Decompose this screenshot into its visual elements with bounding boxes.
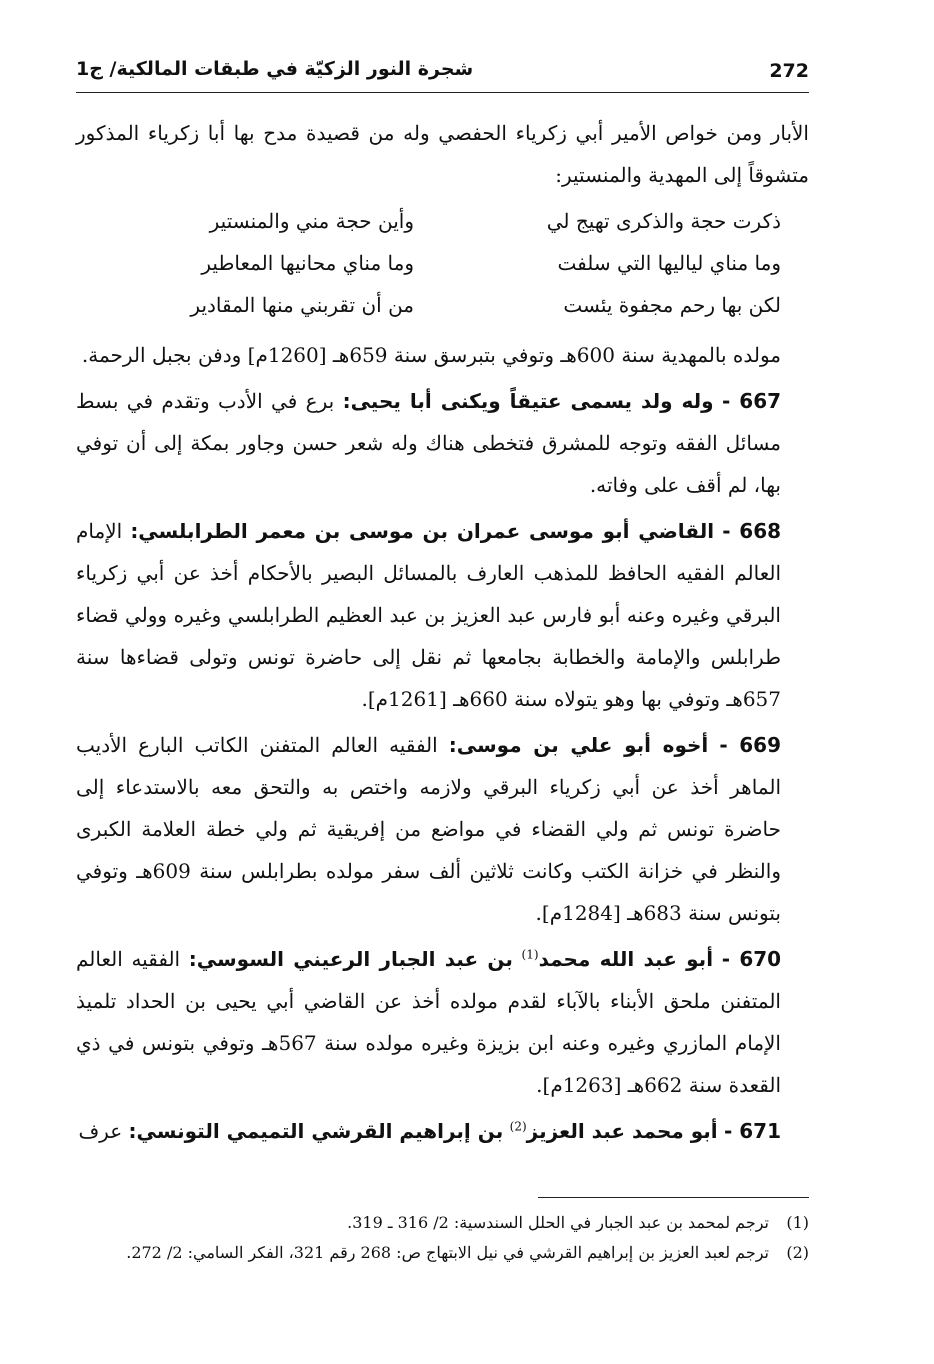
footnotes (76, 1208, 809, 1268)
footnote-reference[interactable]: (2) (509, 1119, 527, 1134)
entry-text: عرف (78, 1119, 123, 1143)
entry-text: الفقيه العالم المتفنن الكاتب البارع الأديب الماهر أخذ عن أبي زكرياء البرقي ولازمه واختص به والتحق معه بالاستدعاء إلى حاضرة تونس ثم ولي القضاء في مواضع من إفريقية ثم ولي خطة العلامة الكبرى والنظر في خزانة الكتب وكانت ثلاثين ألف سفر مولده بطرابلس سنة 609هـ وتوفي بتونس سنة 683هـ [1284م]. (76, 733, 781, 925)
entry-671 (76, 1110, 809, 1152)
page-number: 272 (769, 60, 809, 82)
entry-670 (76, 938, 809, 1106)
entry-heading: أخوه أبو علي بن موسى: (448, 733, 709, 757)
footnote-divider (538, 1197, 809, 1198)
running-title: شجرة النور الزكيّة في طبقات المالكية/ ج1 (76, 58, 474, 80)
entry-text: برع في الأدب وتقدم في بسط مسائل الفقه وتوجه للمشرق فتخطى هناك وله شعر حسن وجاور بمكة إلى أن توفي بها، لم أقف على وفاته. (76, 389, 781, 497)
main-text (76, 112, 809, 1156)
entry-667 (76, 380, 809, 506)
poem-hemistich-second: وأين حجة مني والمنستير (209, 209, 414, 233)
poem-hemistich-first: وما مناي لياليها التي سلفت (557, 251, 781, 275)
intro-after-paragraph: مولده بالمهدية سنة 600هـ وتوفي بتبرسق سنة 659هـ [1260م] ودفن بجبل الرحمة. (81, 343, 781, 367)
poem-hemistich-second: وما مناي محانيها المعاطير (201, 251, 414, 275)
entry-heading: أبو محمد عبد العزيز (526, 1119, 718, 1143)
footnote-mark: (2) (786, 1243, 809, 1262)
footnote (76, 1208, 809, 1238)
entry-heading-continued: بن إبراهيم القرشي التميمي التونسي: (128, 1119, 504, 1143)
entry-heading: أبو عبد الله محمد (538, 947, 714, 971)
entry-text: الإمام العالم الفقيه الحافظ للمذهب العارف بالمسائل البصير بالأحكام أخذ عن أبي زكرياء البرقي وغيره وعنه أبو فارس عبد العزيز بن عبد العظيم الطرابلسي وغيره وولي قضاء طرابلس والإمامة والخطابة بجامعها ثم نقل إلى حاضرة تونس وتولى قضاءها سنة 657هـ وتوفي بها وهو يتولاه سنة 660هـ [1261م]. (76, 519, 781, 711)
footnote-text: ترجم لعبد العزيز بن إبراهيم القرشي في نيل الابتهاج ص: 268 رقم 321، الفكر السامي: 2/ 272. (126, 1243, 769, 1262)
intro-paragraph: الأبار ومن خواص الأمير أبي زكرياء الحفصي وله من قصيدة مدح بها أبا زكرياء المذكور متشوقاً إلى المهدية والمنستير: (76, 121, 809, 187)
footnote-reference[interactable]: (1) (521, 947, 539, 962)
footnote-text: ترجم لمحمد بن عبد الجبار في الحلل السندسية: 2/ 316 ـ 319. (347, 1213, 769, 1232)
entry-number: 669 - (719, 733, 782, 757)
poem-hemistich-second: من أن تقربني منها المقادير (190, 293, 414, 317)
entry-669 (76, 724, 809, 934)
poem-hemistich-first: لكن بها رحم مجفوة يئست (563, 293, 781, 317)
footnote-mark: (1) (786, 1213, 809, 1232)
entry-heading-continued: بن عبد الجبار الرعيني السوسي: (188, 947, 513, 971)
entry-heading: القاضي أبو موسى عمران بن موسى بن معمر الطرابلسي: (130, 519, 715, 543)
poem-hemistich-first: ذكرت حجة والذكرى تهيج لي (546, 209, 781, 233)
entry-number: 667 - (721, 389, 782, 413)
footnote (76, 1238, 809, 1268)
page-header (76, 58, 809, 93)
poem (76, 200, 809, 326)
entry-text: الفقيه العالم المتفنن ملحق الأبناء بالآباء لقدم مولده أخذ عن القاضي أبي يحيى بن الحداد تلميذ الإمام المازري وغيره وعنه ابن بزيزة وغيره مولده سنة 567هـ وتوفي بتونس في ذي القعدة سنة 662هـ [1263م]. (76, 947, 781, 1097)
entry-number: 670 - (721, 947, 782, 971)
poem-verse (76, 284, 809, 326)
entry-668 (76, 510, 809, 720)
entry-heading: وله ولد يسمى عتيقاً ويكنى أبا يحيى: (342, 389, 714, 413)
poem-verse (76, 200, 809, 242)
poem-verse (76, 242, 809, 284)
entry-number: 671 - (723, 1119, 781, 1143)
entry-number: 668 - (722, 519, 782, 543)
